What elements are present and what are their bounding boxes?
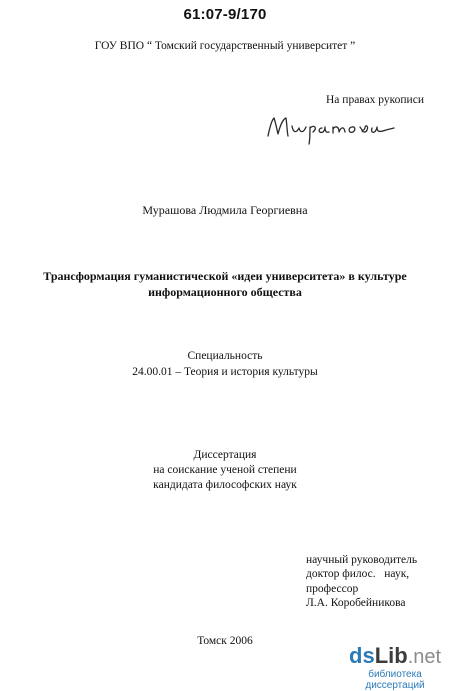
watermark-subtitle: библиотека диссертаций [365, 669, 425, 691]
dslib-watermark [345, 643, 445, 691]
dissertation-title-line-1: Трансформация гуманистической «идеи университета» в культуре [43, 269, 407, 283]
supervisor-name: Л.А. Коробейникова [306, 597, 406, 609]
dissertation-title-line-2: информационного общества [148, 285, 302, 299]
supervisor-rank: профессор [306, 583, 359, 595]
organization-name: ГОУ ВПО “ Томский государственный университет ” [94, 40, 356, 52]
supervisor-degree: доктор филос. наук, [306, 568, 410, 580]
author-signature [262, 110, 412, 146]
logo-ds: ds [349, 643, 375, 668]
dslib-logo [349, 643, 441, 670]
manuscript-rights-note: На правах рукописи [326, 94, 424, 106]
degree-purpose: на соискание ученой степени [153, 464, 297, 476]
dissertation-type: Диссертация [193, 449, 257, 461]
place-and-year: Томск 2006 [197, 635, 253, 647]
logo-net: .net [407, 646, 442, 668]
catalog-number: 61:07-9/170 [183, 6, 267, 23]
author-name: Мурашова Людмила Георгиевна [142, 203, 308, 217]
supervisor-role: научный руководитель [306, 554, 418, 566]
logo-lib: Lib [374, 643, 408, 668]
specialty-label: Специальность [187, 350, 263, 362]
degree-name: кандидата философских наук [153, 479, 297, 491]
specialty-code: 24.00.01 – Теория и история культуры [132, 366, 318, 378]
